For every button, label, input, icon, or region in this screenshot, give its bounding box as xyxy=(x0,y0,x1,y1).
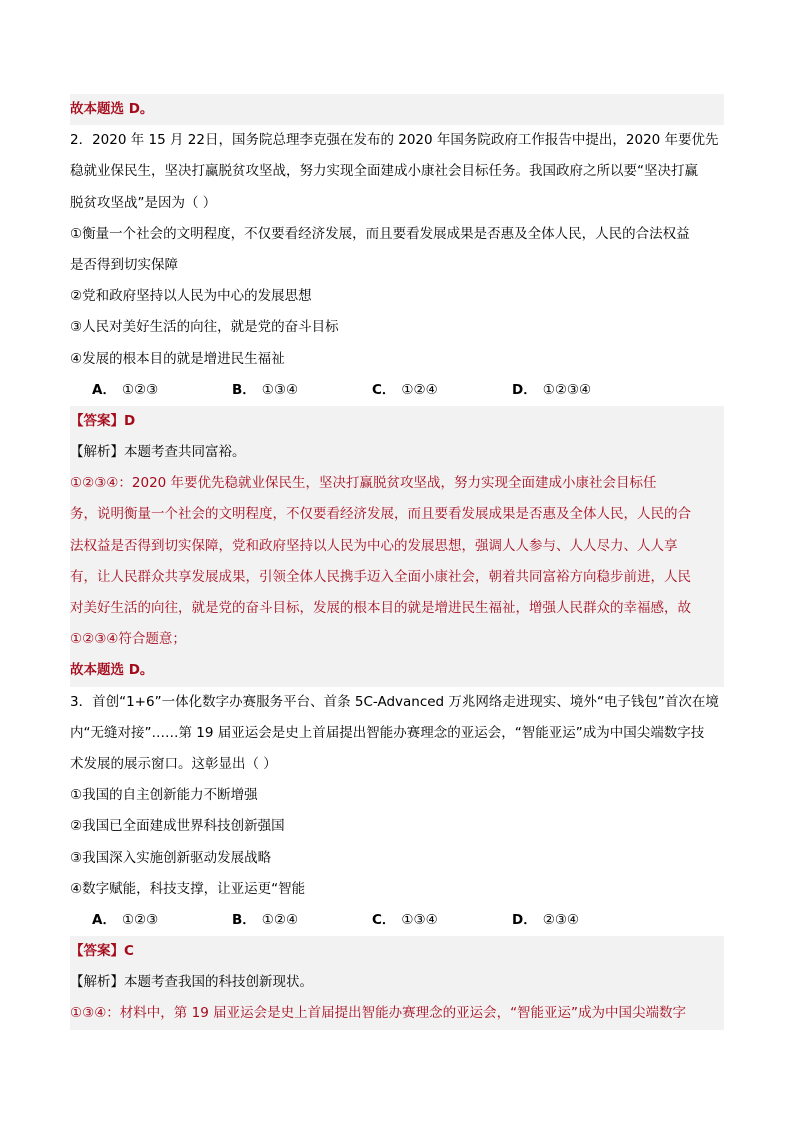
question-2 xyxy=(70,125,724,686)
document-page xyxy=(70,94,724,1030)
q3-option-a[interactable] xyxy=(92,905,232,936)
q3-option-d[interactable] xyxy=(512,905,652,936)
q2-solution xyxy=(70,406,724,687)
option-key: A． xyxy=(92,381,116,398)
q3-item: ③我国深入实施创新驱动发展战略 xyxy=(70,849,272,866)
question-3 xyxy=(70,687,724,1030)
q2-analysis-line: ①②③④：2020 年要优先稳就业保民生，坚决打赢脱贫攻坚战，努力实现全面建成小康社会目标任 xyxy=(70,468,724,499)
option-key: B． xyxy=(232,911,256,928)
q2-analysis-line: 有，让人民群众共享发展成果，引领全体人民携手迈入全面小康社会，朝着共同富裕方向稳步前进，人民 xyxy=(70,562,724,593)
q3-stem-line: 内“无缝对接”……第 19 届亚运会是史上首届提出智能办赛理念的亚运会，“智能亚运”成为中国尖端数字技 xyxy=(70,724,705,741)
option-value: ①②③ xyxy=(121,911,159,928)
q2-item: ②党和政府坚持以人民为中心的发展思想 xyxy=(70,288,312,305)
q3-options xyxy=(70,905,724,936)
q2-option-d[interactable] xyxy=(512,375,652,406)
q2-answer: 【答案】D xyxy=(70,406,724,437)
option-key: D． xyxy=(512,911,537,928)
option-value: ①②④ xyxy=(261,911,299,928)
q2-analysis-line: 对美好生活的向往，就是党的奋斗目标，发展的根本目的就是增进民生福祉，增强人民群众的幸福感，故 xyxy=(70,593,724,624)
q2-option-c[interactable] xyxy=(372,375,512,406)
q2-analysis-head: 【解析】本题考查共同富裕。 xyxy=(70,437,724,468)
q2-analysis-line: 务，说明衡量一个社会的文明程度，不仅要看经济发展，而且要看发展成果是否惠及全体人民，人民的合 xyxy=(70,499,724,530)
option-key: B． xyxy=(232,381,256,398)
q3-stem-line: 3．首创“1+6”一体化数字办赛服务平台、首条 5C-Advanced 万兆网络走进现实、境外“电子钱包”首次在境 xyxy=(70,693,719,710)
option-value: ①③④ xyxy=(261,381,299,398)
q2-stem-line: 2．2020 年 15 月 22日，国务院总理李克强在发布的 2020 年国务院政府工作报告中提出，2020 年要优先 xyxy=(70,132,719,149)
q3-analysis-head: 【解析】本题考查我国的科技创新现状。 xyxy=(70,967,724,998)
q3-option-c[interactable] xyxy=(372,905,512,936)
q2-stem-line: 稳就业保民生，坚决打赢脱贫攻坚战，努力实现全面建成小康社会目标任务。我国政府之所以要“坚决打赢 xyxy=(70,163,698,180)
q2-item: ①衡量一个社会的文明程度，不仅要看经济发展，而且要看发展成果是否惠及全体人民，人民的合法权益 xyxy=(70,225,690,242)
q2-stem-line: 脱贫攻坚战”是因为（ ） xyxy=(70,194,217,211)
option-key: C． xyxy=(372,381,396,398)
option-key: C． xyxy=(372,911,396,928)
q2-item: ③人民对美好生活的向往，就是党的奋斗目标 xyxy=(70,319,339,336)
q3-item: ①我国的自主创新能力不断增强 xyxy=(70,787,258,804)
q2-item: ④发展的根本目的就是增进民生福祉 xyxy=(70,350,285,367)
q3-analysis-line: ①③④：材料中，第 19 届亚运会是史上首届提出智能办赛理念的亚运会，“智能亚运”成为中国尖端数字 xyxy=(70,998,724,1029)
option-value: ①②④ xyxy=(401,381,438,398)
option-value: ②③④ xyxy=(542,911,580,928)
q2-option-a[interactable] xyxy=(92,375,232,406)
q2-conclusion: 故本题选 D。 xyxy=(70,655,724,686)
q2-option-b[interactable] xyxy=(232,375,372,406)
option-key: A． xyxy=(92,911,116,928)
option-value: ①③④ xyxy=(401,911,438,928)
q2-item: 是否得到切实保障 xyxy=(70,256,178,273)
q3-stem-line: 术发展的展示窗口。这彰显出（ ） xyxy=(70,755,277,772)
q2-analysis-line: ①②③④符合题意； xyxy=(70,624,724,655)
q3-item: ④数字赋能，科技支撑，让亚运更“智能 xyxy=(70,880,306,897)
q3-option-b[interactable] xyxy=(232,905,372,936)
option-key: D． xyxy=(512,381,537,398)
q3-solution xyxy=(70,936,724,1030)
q2-options xyxy=(70,375,724,406)
option-value: ①②③ xyxy=(121,381,159,398)
q3-answer: 【答案】C xyxy=(70,936,724,967)
q3-item: ②我国已全面建成世界科技创新强国 xyxy=(70,818,285,835)
option-value: ①②③④ xyxy=(542,381,592,398)
q2-analysis-line: 法权益是否得到切实保障，党和政府坚持以人民为中心的发展思想，强调人人参与、人人尽力、人人享 xyxy=(70,531,724,562)
q1-conclusion: 故本题选 D。 xyxy=(70,94,724,125)
